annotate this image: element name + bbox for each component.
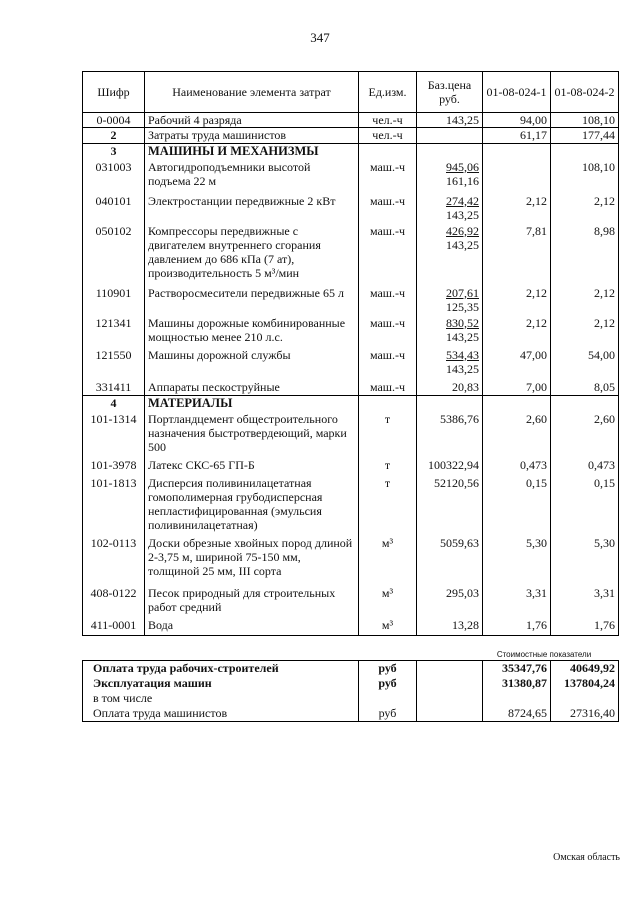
summary-label: Эксплуатация машин (83, 676, 359, 691)
header-name: Наименование элемента затрат (145, 72, 359, 113)
row-value-2: 177,44 (551, 128, 619, 144)
header-col1: 01-08-024-1 (483, 72, 551, 113)
row-value-2: 0,473 (551, 458, 619, 476)
row-unit: маш.-ч (359, 194, 417, 224)
row-unit: маш.-ч (359, 348, 417, 380)
header-col2: 01-08-024-2 (551, 72, 619, 113)
table-row (83, 458, 619, 476)
row-price (417, 476, 483, 536)
summary-label: в том числе (83, 691, 359, 706)
row-value-1: 2,12 (483, 316, 551, 348)
row-name: Электростанции передвижные 2 кВт (145, 194, 359, 224)
summary-row (83, 661, 619, 677)
row-code: 110901 (83, 286, 145, 316)
row-code: 2 (83, 128, 145, 144)
table-header-row (83, 72, 619, 113)
row-price (417, 316, 483, 348)
row-price-primary: 534,43 (446, 347, 479, 362)
row-price-secondary: 143,25 (446, 361, 479, 376)
row-value-2: 108,10 (551, 160, 619, 194)
row-value-1: 7,00 (483, 380, 551, 396)
row-value-2: 5,30 (551, 536, 619, 586)
row-code: 031003 (83, 160, 145, 194)
row-value-2: 2,60 (551, 412, 619, 458)
row-name: Аппараты пескоструйные (145, 380, 359, 396)
summary-row (83, 691, 619, 706)
row-value-1: 2,60 (483, 412, 551, 458)
row-price-primary: 13,28 (452, 617, 479, 632)
summary-unit: руб (359, 706, 417, 722)
summary-empty (417, 691, 483, 706)
row-name: Компрессоры передвижные с двигателем внутреннего сгорания давлением до 686 кПа (7 ат), производительность 5 м³/мин (145, 224, 359, 286)
row-name: Автогидроподъемники высотой подъема 22 м (145, 160, 359, 194)
cost-indicators-label: Стоимостные показатели (496, 650, 592, 659)
row-unit (359, 144, 417, 160)
row-price-secondary: 125,35 (446, 299, 479, 314)
row-price-primary: 5386,76 (440, 411, 479, 426)
row-code: 101-3978 (83, 458, 145, 476)
row-code: 040101 (83, 194, 145, 224)
row-name: Портландцемент общестроительного назначения быстротвердеющий, марки 500 (145, 412, 359, 458)
row-code: 408-0122 (83, 586, 145, 618)
header-code: Шифр (83, 72, 145, 113)
table-row (83, 160, 619, 194)
row-value-2: 2,12 (551, 194, 619, 224)
row-value-2: 0,15 (551, 476, 619, 536)
row-price-primary: 274,42 (446, 193, 479, 208)
summary-value-1: 35347,76 (483, 661, 551, 677)
row-value-2: 2,12 (551, 286, 619, 316)
summary-value-2: 40649,92 (551, 661, 619, 677)
row-value-1: 3,31 (483, 586, 551, 618)
row-name: Песок природный для строительных работ средний (145, 586, 359, 618)
row-value-2: 1,76 (551, 618, 619, 636)
summary-value-1 (483, 691, 551, 706)
row-price (417, 128, 483, 144)
row-unit: т (359, 476, 417, 536)
row-price (417, 458, 483, 476)
summary-unit (359, 691, 417, 706)
row-name: Машины дорожные комбинированные мощностью менее 210 л.с. (145, 316, 359, 348)
row-name: Машины дорожной службы (145, 348, 359, 380)
row-unit: чел.-ч (359, 113, 417, 128)
table-row (83, 412, 619, 458)
row-price-secondary: 161,16 (446, 173, 479, 188)
row-code: 0-0004 (83, 113, 145, 128)
row-unit (359, 396, 417, 412)
row-name: Растворосмесители передвижные 65 л (145, 286, 359, 316)
row-value-2: 3,31 (551, 586, 619, 618)
row-price (417, 286, 483, 316)
row-name: Затраты труда машинистов (145, 128, 359, 144)
row-code: 102-0113 (83, 536, 145, 586)
summary-label: Оплата труда рабочих-строителей (83, 661, 359, 677)
row-unit: маш.-ч (359, 380, 417, 396)
row-price (417, 348, 483, 380)
row-price (417, 160, 483, 194)
row-name: Латекс СКС-65 ГП-Б (145, 458, 359, 476)
row-price-secondary: 143,25 (446, 329, 479, 344)
row-value-1 (483, 396, 551, 412)
row-unit: чел.-ч (359, 128, 417, 144)
row-value-2: 2,12 (551, 316, 619, 348)
region-label: Омская область (553, 852, 620, 863)
row-code: 411-0001 (83, 618, 145, 636)
row-value-1: 94,00 (483, 113, 551, 128)
row-code: 101-1813 (83, 476, 145, 536)
row-price-primary: 945,06 (446, 159, 479, 174)
row-unit: м³ (359, 586, 417, 618)
row-value-2 (551, 396, 619, 412)
summary-unit: руб (359, 661, 417, 677)
row-unit: т (359, 412, 417, 458)
summary-value-2: 27316,40 (551, 706, 619, 722)
row-value-1: 47,00 (483, 348, 551, 380)
row-name: Доски обрезные хвойных пород длиной 2-3,75 м, шириной 75-150 мм, толщиной 25 мм, III сорта (145, 536, 359, 586)
row-unit: маш.-ч (359, 160, 417, 194)
table-row (83, 536, 619, 586)
table-row (83, 286, 619, 316)
row-price-primary: 52120,56 (434, 475, 479, 490)
table-row (83, 618, 619, 636)
row-price-primary: 100322,94 (428, 457, 479, 472)
page-number: 347 (310, 30, 330, 45)
table-body (83, 113, 619, 636)
row-value-1 (483, 144, 551, 160)
row-price (417, 396, 483, 412)
row-value-2: 108,10 (551, 113, 619, 128)
row-unit: м³ (359, 618, 417, 636)
row-value-1: 5,30 (483, 536, 551, 586)
row-name: МАТЕРИАЛЫ (145, 396, 359, 412)
row-price (417, 224, 483, 286)
row-value-1: 2,12 (483, 194, 551, 224)
row-price-primary: 426,92 (446, 223, 479, 238)
table-row (83, 316, 619, 348)
row-code: 101-1314 (83, 412, 145, 458)
row-price-primary: 295,03 (446, 585, 479, 600)
header-unit: Ед.изм. (359, 72, 417, 113)
row-unit: маш.-ч (359, 286, 417, 316)
table-row (83, 194, 619, 224)
summary-unit: руб (359, 676, 417, 691)
summary-value-1: 8724,65 (483, 706, 551, 722)
row-price (417, 536, 483, 586)
table-row (83, 348, 619, 380)
row-price (417, 412, 483, 458)
row-price-secondary: 143,25 (446, 207, 479, 222)
table-row (83, 380, 619, 396)
row-name: Вода (145, 618, 359, 636)
summary-value-1: 31380,87 (483, 676, 551, 691)
row-price (417, 194, 483, 224)
table-row (83, 144, 619, 160)
row-code: 331411 (83, 380, 145, 396)
table-row (83, 113, 619, 128)
row-price (417, 586, 483, 618)
row-code: 050102 (83, 224, 145, 286)
row-code: 121550 (83, 348, 145, 380)
row-code: 121341 (83, 316, 145, 348)
row-code: 3 (83, 144, 145, 160)
row-name: МАШИНЫ И МЕХАНИЗМЫ (145, 144, 359, 160)
summary-table (82, 660, 619, 722)
row-unit: маш.-ч (359, 316, 417, 348)
row-price (417, 618, 483, 636)
row-unit: т (359, 458, 417, 476)
summary-value-2: 137804,24 (551, 676, 619, 691)
row-unit: м³ (359, 536, 417, 586)
table-row (83, 224, 619, 286)
row-unit: маш.-ч (359, 224, 417, 286)
row-price-primary: 20,83 (452, 379, 479, 394)
table-row (83, 396, 619, 412)
row-price-secondary: 143,25 (446, 237, 479, 252)
table-row (83, 476, 619, 536)
row-value-1: 0,473 (483, 458, 551, 476)
row-value-1: 7,81 (483, 224, 551, 286)
summary-row (83, 676, 619, 691)
summary-row (83, 706, 619, 722)
row-price-primary: 207,61 (446, 285, 479, 300)
header-base-price: Баз.цена руб. (417, 72, 483, 113)
row-price (417, 113, 483, 128)
row-value-1: 61,17 (483, 128, 551, 144)
row-name: Дисперсия поливинилацетатная гомополимерная грубодисперсная непластифицированная (эмульсия поливинилацетатная) (145, 476, 359, 536)
summary-label: Оплата труда машинистов (83, 706, 359, 722)
row-price (417, 144, 483, 160)
row-value-2: 8,05 (551, 380, 619, 396)
row-value-2: 54,00 (551, 348, 619, 380)
summary-empty (417, 676, 483, 691)
row-value-2: 8,98 (551, 224, 619, 286)
row-code: 4 (83, 396, 145, 412)
row-value-1: 1,76 (483, 618, 551, 636)
summary-empty (417, 706, 483, 722)
row-price (417, 380, 483, 396)
resource-table (82, 71, 619, 636)
row-price-primary: 5059,63 (440, 535, 479, 550)
row-value-2 (551, 144, 619, 160)
summary-empty (417, 661, 483, 677)
table-row (83, 586, 619, 618)
row-value-1: 2,12 (483, 286, 551, 316)
row-price-primary: 143,25 (446, 113, 479, 127)
row-price-primary: 830,52 (446, 315, 479, 330)
summary-body (83, 661, 619, 722)
table-row (83, 128, 619, 144)
row-value-1: 0,15 (483, 476, 551, 536)
row-value-1 (483, 160, 551, 194)
summary-value-2 (551, 691, 619, 706)
row-name: Рабочий 4 разряда (145, 113, 359, 128)
